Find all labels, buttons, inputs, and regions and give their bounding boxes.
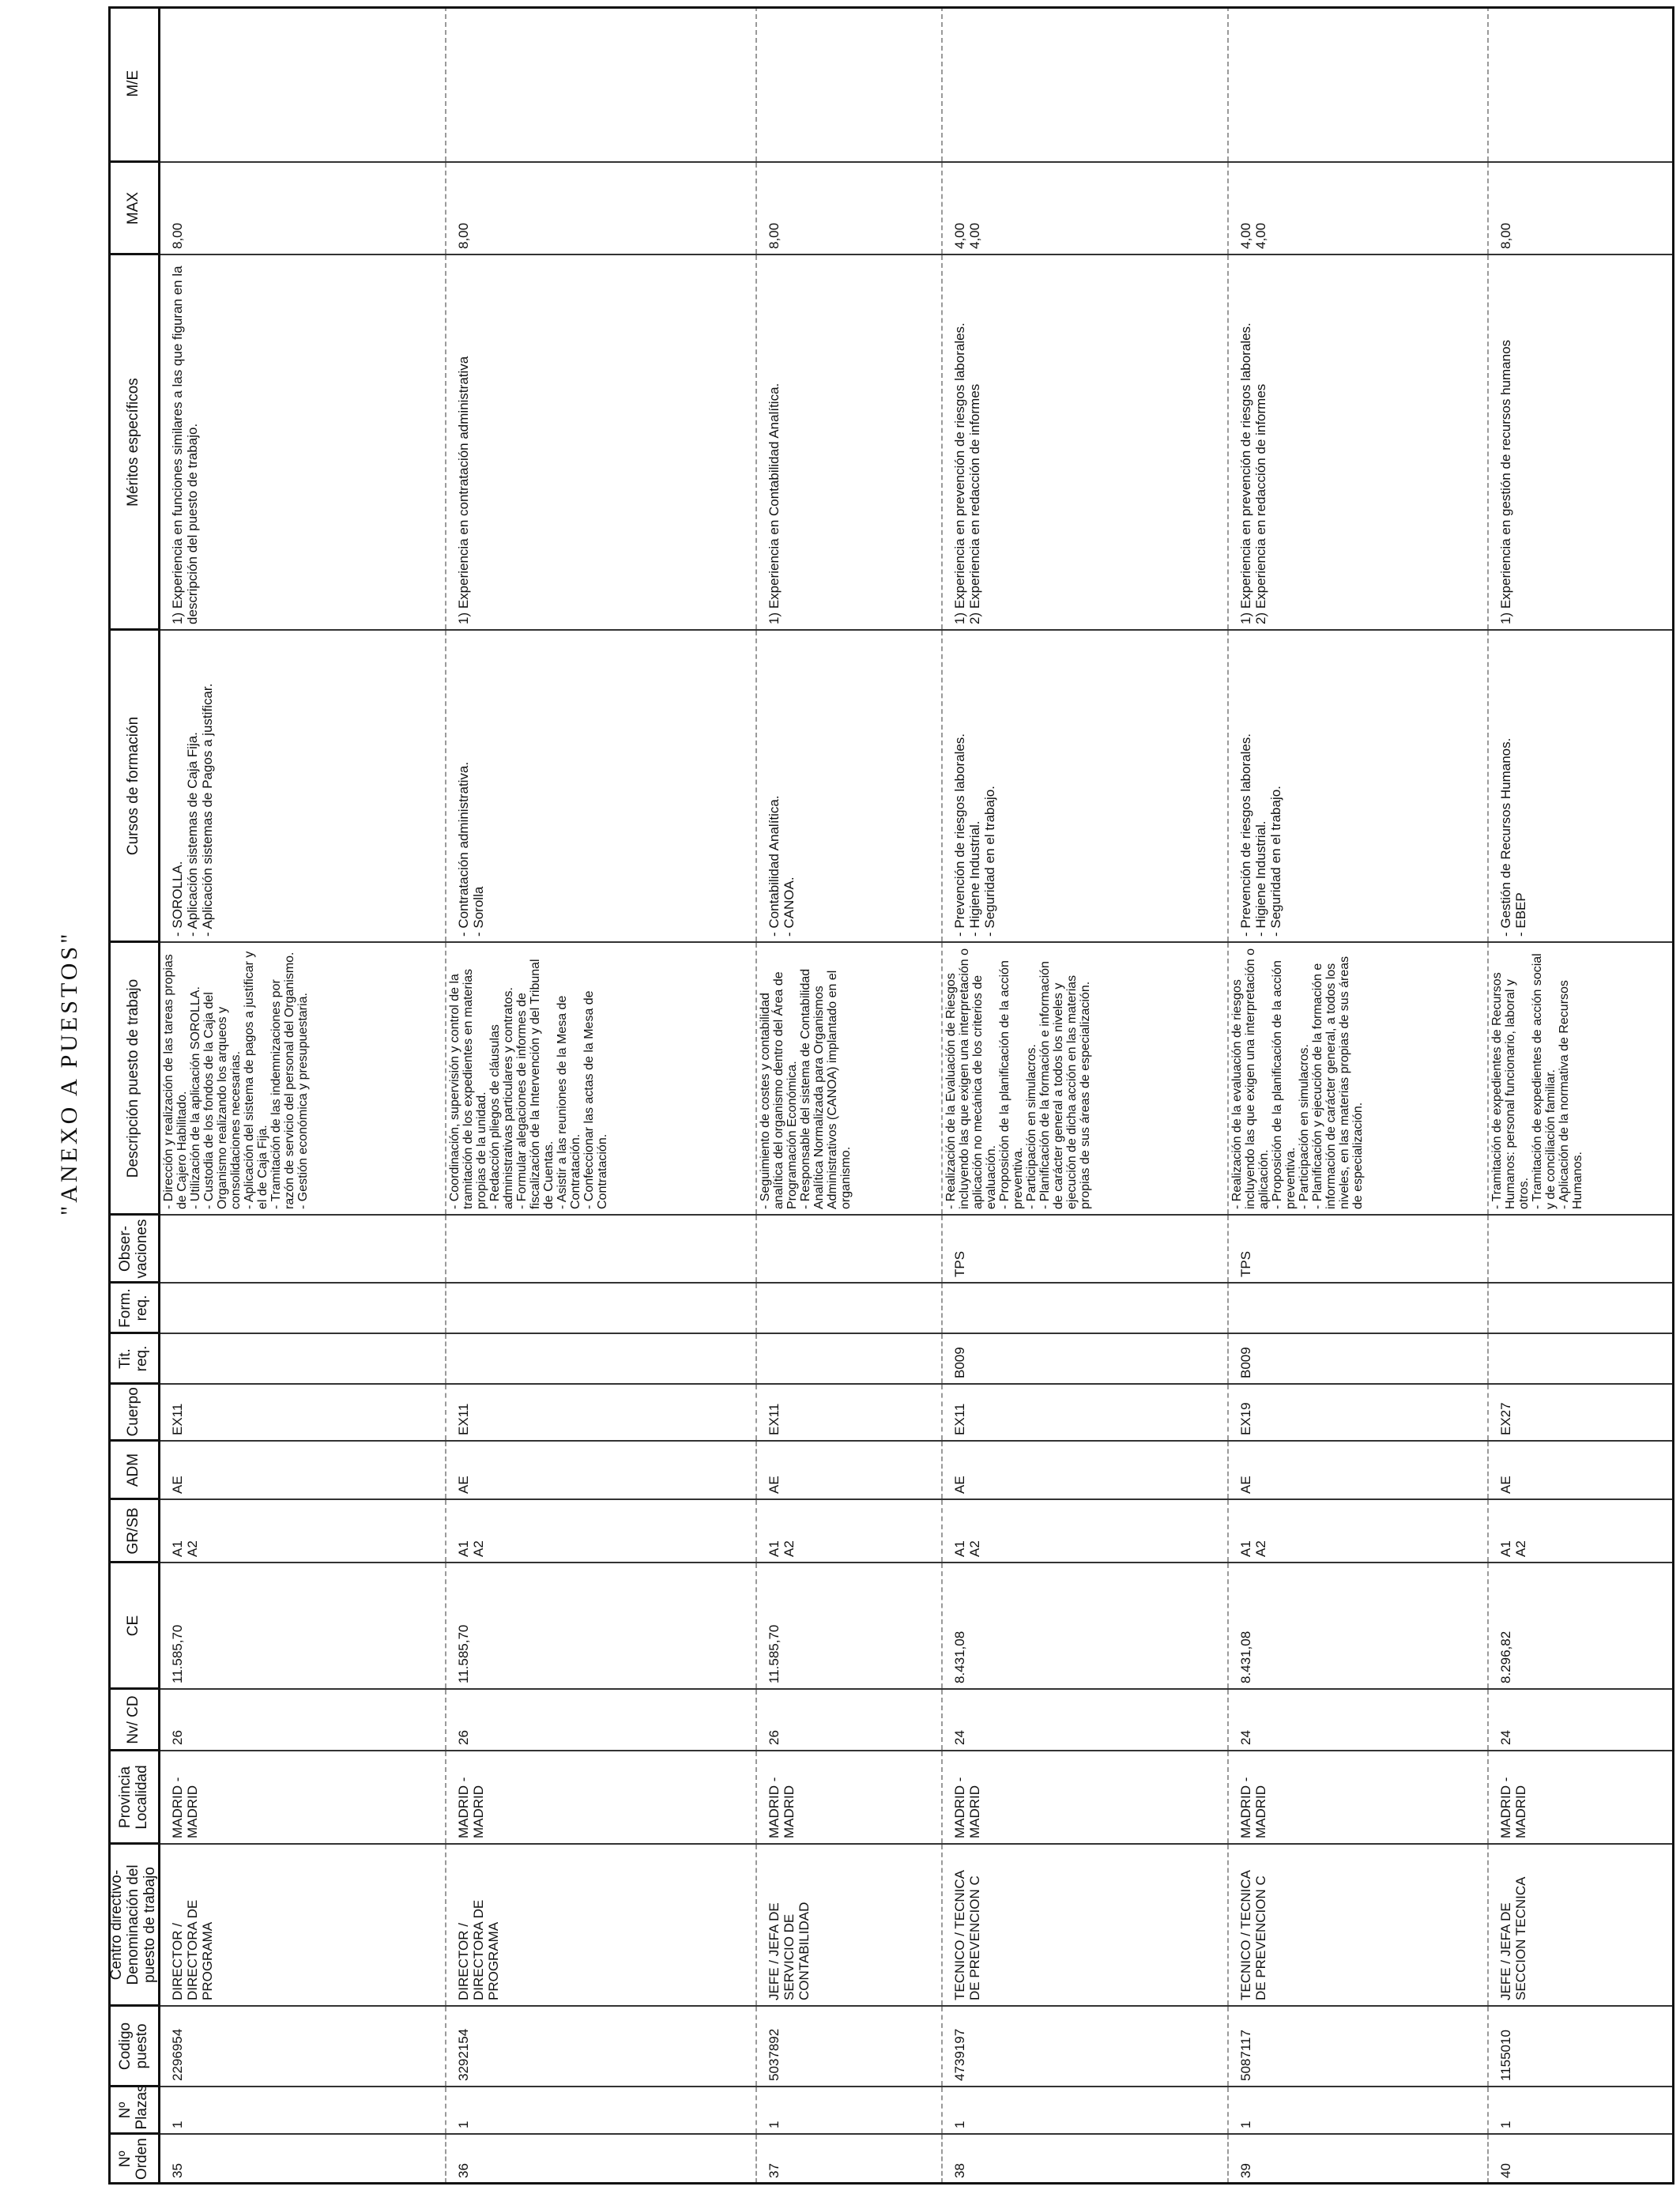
cell-centro: JEFE / JEFA DE SERVICIO DE CONTABILIDAD [756,1844,942,2006]
cell-meritos: 1) Experiencia en prevención de riesgos laborales. 2) Experiencia en redacción de informes [1228,254,1489,630]
header-me: M/E [108,6,160,162]
cell-form [1228,1283,1489,1333]
cell-orden: 38 [952,2163,968,2178]
header-nivel: Nv/ CD [108,1689,160,1751]
cell-descripcion: - Coordinación, supervisión y control de la tramitación de los expedientes en materias propias de la unidad. - Redacción pliegos de cláusulas administrativas particulares y contratos. - Formular alegaciones de informes de fiscalización de la Intervención y del Tribunal de Cuentas. - Asistir a las reuniones de la Mesa de Contratación. - Confeccionar las actas de la Mesa de Contratación. [446,942,756,1215]
cell-grsb: A1 A2 [756,1499,942,1563]
cell-tit: B009 [942,1333,1227,1384]
header-provincia: Provincia Localidad [108,1751,160,1844]
cell-plazas: 1 [446,2087,756,2134]
cell-meritos: 1) Experiencia en funciones similares a las que figuran en la descripción del puesto de trabajo. [160,254,446,630]
cell-centro: TECNICO / TECNICA DE PREVENCION C [1228,1844,1489,2006]
cell-grsb: A1 A2 [446,1499,756,1563]
cell-cuerpo: EX11 [446,1384,756,1441]
cell-nivel: 26 [446,1689,756,1751]
header-ce: CE [108,1563,160,1689]
cell-nivel: 24 [1228,1689,1489,1751]
positions-table [108,6,1673,2183]
cell-ce: 11.585,70 [446,1563,756,1689]
cell-provincia: MADRID - MADRID [1228,1751,1489,1844]
cell-descripcion: - Dirección y realización de las tareas propias de Cajero Habilitado. - Utilización de la aplicación SOROLLA. - Custodia de los fondos de la Caja del Organismo realizando los arqueos y consolidaciones necesarias. - Aplicación del sistema de pagos a justificar y el de Caja Fija. - Tramitación de las indemnizaciones por razón de servicio del personal del Organismo. - Gestión económica y presupuestaria. [160,942,446,1215]
cell-cursos: - Gestión de Recursos Humanos. - EBEP [1488,630,1673,942]
cell-form [756,1283,942,1333]
header-row [108,6,160,2183]
cell-ce: 8.431,08 [942,1563,1227,1689]
cell-codigo: 5087117 [1228,2006,1489,2087]
cell-ce: 11.585,70 [756,1563,942,1689]
header-cuerpo: Cuerpo [108,1384,160,1441]
cell-obs: TPS [942,1215,1227,1283]
cell-plazas: 1 [1228,2087,1489,2134]
cell-cursos: - Prevención de riesgos laborales. - Higiene Industrial. - Seguridad en el trabajo. [1228,630,1489,942]
cell-orden: 36 [455,2163,471,2178]
header-orden: Nº Orden [108,2134,160,2183]
cell-max: 8,00 [756,162,942,254]
cell-ce: 8.431,08 [1228,1563,1489,1689]
cell-form [1488,1283,1673,1333]
cell-tit [160,1333,446,1384]
cell-meritos: 1) Experiencia en prevención de riesgos laborales. 2) Experiencia en redacción de informes [942,254,1227,630]
cell-codigo: 4739197 [942,2006,1227,2087]
cell-ce: 11.585,70 [160,1563,446,1689]
cell-nivel: 26 [756,1689,942,1751]
cell-centro: DIRECTOR / DIRECTORA DE PROGRAMA [160,1844,446,2006]
cell-grsb: A1 A2 [942,1499,1227,1563]
cell-provincia: MADRID - MADRID [446,1751,756,1844]
cell-adm: AE [942,1441,1227,1499]
cell-cuerpo: EX27 [1488,1384,1673,1441]
cell-provincia: MADRID - MADRID [942,1751,1227,1844]
cell-nivel: 26 [160,1689,446,1751]
cell-me [446,6,756,162]
cell-me [942,6,1227,162]
cell-descripcion: - Realización de la Evaluación de Riesgos incluyendo las que exigen una interpretación o aplicación no mecánica de los criterios de evaluación. - Proposición de la planificación de la acción preventiva. - Participación en simulacros. - Planificación de la formación e información de carácter general a todos los niveles y ejecución de dicha acción en las materias propias de sus áreas de especialización. [942,942,1227,1215]
page-title: "ANEXO A PUESTOS" [56,930,82,1216]
cell-descripcion: - Realización de la evaluación de riesgos incluyendo las que exigen una interpretación o aplicación. - Proposición de la planificación de la acción preventiva. - Participación en simulacros. - Planificación y ejecución de la formación e información de carácter general, a todos los niveles, en las materias propias de sus áreas de especialización. [1228,942,1489,1215]
cell-tit [1488,1333,1673,1384]
cell-nivel: 24 [1488,1689,1673,1751]
cell-cursos: - Prevención de riesgos laborales. - Higiene Industrial. - Seguridad en el trabajo. [942,630,1227,942]
cell-descripcion: - Tramitación de expedientes de Recursos Humanos: personal funcionario, laboral y otros. - Tramitación de expedientes de acción social y de conciliación familiar. - Aplicación de la normativa de Recursos Humanos. [1488,942,1673,1215]
cell-tit [756,1333,942,1384]
header-cursos: Cursos de formación [108,630,160,942]
header-form: Form. req. [108,1283,160,1333]
table-row [942,6,1227,2183]
cell-me [756,6,942,162]
cell-adm: AE [1228,1441,1489,1499]
cell-grsb: A1 A2 [1488,1499,1673,1563]
cell-cursos: - SOROLLA. - Aplicación sistemas de Caja Fija. - Aplicación sistemas de Pagos a justificar. [160,630,446,942]
cell-centro: DIRECTOR / DIRECTORA DE PROGRAMA [446,1844,756,2006]
cell-codigo: 5037892 [756,2006,942,2087]
header-obs: Obser- vaciones [108,1215,160,1283]
cell-adm: AE [446,1441,756,1499]
header-descripcion: Descripción puesto de trabajo [108,942,160,1215]
cell-orden: 39 [1237,2163,1253,2178]
header-adm: ADM [108,1441,160,1499]
cell-adm: AE [756,1441,942,1499]
header-tit: Tit. req. [108,1333,160,1384]
cell-codigo: 1155010 [1488,2006,1673,2087]
cell-plazas: 1 [756,2087,942,2134]
cell-obs [446,1215,756,1283]
cell-codigo: 3292154 [446,2006,756,2087]
cell-orden: 40 [1498,2163,1514,2178]
cell-grsb: A1 A2 [1228,1499,1489,1563]
table-row [1228,6,1489,2183]
cell-provincia: MADRID - MADRID [756,1751,942,1844]
cell-ce: 8.296,82 [1488,1563,1673,1689]
cell-provincia: MADRID - MADRID [1488,1751,1673,1844]
cell-provincia: MADRID - MADRID [160,1751,446,1844]
cell-form [160,1283,446,1333]
cell-obs [1488,1215,1673,1283]
header-codigo: Codigo puesto [108,2006,160,2087]
table-row [756,6,942,2183]
cell-plazas: 1 [942,2087,1227,2134]
cell-me [1228,6,1489,162]
cell-centro: JEFE / JEFA DE SECCION TECNICA [1488,1844,1673,2006]
cell-cuerpo: EX11 [160,1384,446,1441]
cell-max: 4,00 4,00 [1228,162,1489,254]
cell-obs: TPS [1228,1215,1489,1283]
cell-adm: AE [1488,1441,1673,1499]
cell-plazas: 1 [160,2087,446,2134]
cell-adm: AE [160,1441,446,1499]
cell-centro: TECNICO / TECNICA DE PREVENCION C [942,1844,1227,2006]
header-meritos: Méritos específicos [108,254,160,630]
table-row [160,6,446,2183]
cell-max: 8,00 [1488,162,1673,254]
cell-codigo: 2296954 [160,2006,446,2087]
cell-cursos: - Contratación administrativa. - Sorolla [446,630,756,942]
cell-max: 8,00 [446,162,756,254]
cell-max: 4,00 4,00 [942,162,1227,254]
cell-tit: B009 [1228,1333,1489,1384]
table-row [446,6,756,2183]
cell-grsb: A1 A2 [160,1499,446,1563]
cell-descripcion: - Seguimiento de costes y contabilidad analítica del organismo dentro del Área de Programación Económica. - Responsable del sistema de Contabilidad Analítica Normalizada para Organismos Administrativos (CANOA) implantado en el organismo. [756,942,942,1215]
cell-cuerpo: EX19 [1228,1384,1489,1441]
cell-meritos: 1) Experiencia en gestión de recursos humanos [1488,254,1673,630]
cell-me [160,6,446,162]
header-centro: Centro directivo- Denominación del puesto de trabajo [108,1844,160,2006]
cell-plazas: 1 [1488,2087,1673,2134]
cell-form [446,1283,756,1333]
cell-orden: 35 [170,2163,185,2178]
cell-tit [446,1333,756,1384]
cell-cuerpo: EX11 [942,1384,1227,1441]
table-row [1488,6,1673,2183]
cell-cursos: - Contabilidad Analítica. - CANOA. [756,630,942,942]
header-max: MAX [108,162,160,254]
header-grsb: GR/SB [108,1499,160,1563]
cell-cuerpo: EX11 [756,1384,942,1441]
cell-nivel: 24 [942,1689,1227,1751]
cell-obs [160,1215,446,1283]
cell-max: 8,00 [160,162,446,254]
cell-meritos: 1) Experiencia en Contabilidad Analítica. [756,254,942,630]
cell-obs [756,1215,942,1283]
cell-orden: 37 [766,2163,782,2178]
cell-form [942,1283,1227,1333]
header-plazas: Nº Plazas [108,2087,160,2134]
rotated-table-container [108,6,1673,2183]
cell-me [1488,6,1673,162]
cell-meritos: 1) Experiencia en contratación administrativa [446,254,756,630]
